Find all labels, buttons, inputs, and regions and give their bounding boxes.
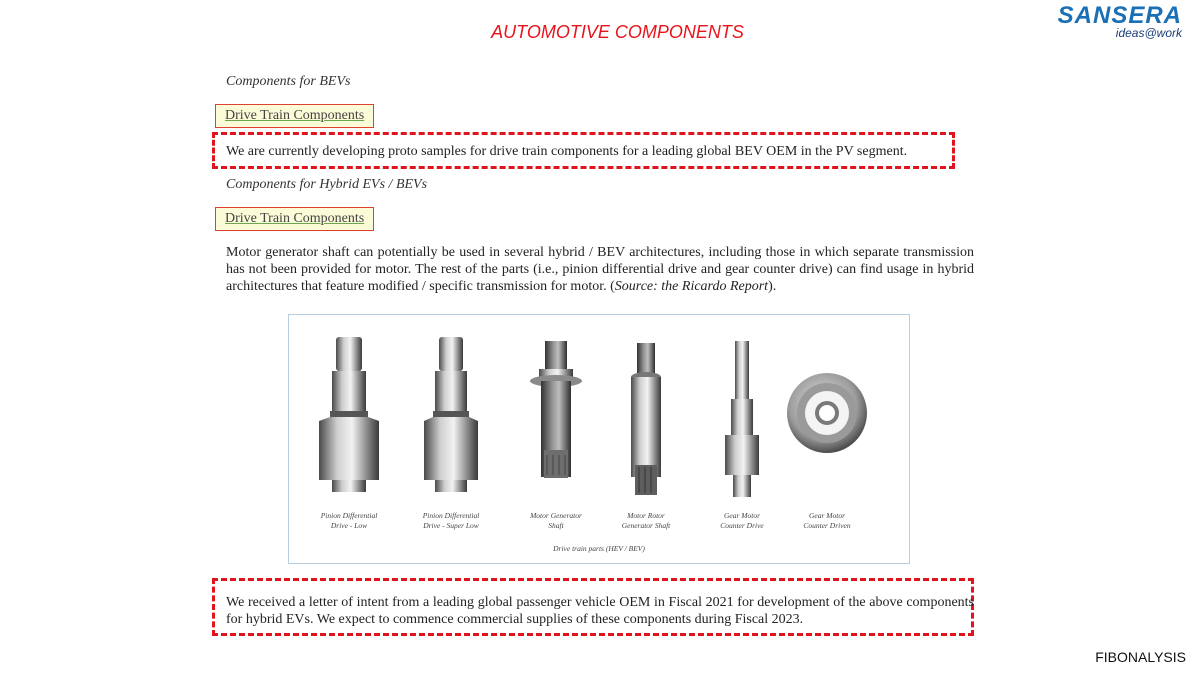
part-caption-2 [406, 511, 496, 531]
part-caption-1 [304, 511, 394, 531]
bev-text: We are currently developing proto samples for drive train components for a leading global BEV OEM in the PV segment. [226, 144, 908, 159]
logo-brand: SANSERA [1057, 2, 1182, 29]
part-caption-6 [782, 511, 872, 531]
gear-counter-drive-part [725, 341, 759, 497]
part-caption-3-line2: Shaft [548, 521, 564, 530]
gear-counter-driven-part [787, 373, 867, 453]
part-caption-2-line2: Drive - Super Low [423, 521, 479, 530]
part-caption-3 [511, 511, 601, 531]
hybrid-text [226, 244, 974, 295]
part-caption-1-line2: Drive - Low [330, 521, 368, 530]
hybrid-drive-train-label [215, 207, 374, 231]
hybrid-heading: Components for Hybrid EVs / BEVs [226, 177, 428, 192]
part-caption-2-line1: Pinion Differential [422, 511, 480, 520]
drive-train-parts-figure [288, 314, 910, 564]
part-caption-4 [601, 511, 691, 531]
hybrid-drive-train-label-text: Drive Train Components [225, 211, 365, 226]
part-caption-4-line1: Motor Rotor [627, 511, 665, 520]
bev-drive-train-label [215, 104, 374, 128]
part-caption-4-line2: Generator Shaft [621, 521, 671, 530]
part-caption-1-line1: Pinion Differential [320, 511, 378, 520]
part-caption-5 [697, 511, 787, 531]
part-caption-5-line2: Counter Drive [720, 521, 764, 530]
logo-tagline: ideas@work [1115, 26, 1182, 40]
bev-drive-train-label-text: Drive Train Components [225, 108, 365, 123]
pinion-super-low-part [424, 337, 478, 492]
loi-text: We received a letter of intent from a leading global passenger vehicle OEM in Fiscal 2021 for development of the above components for hybrid EVs. We expect to commence commercial supplies of these components during Fiscal 2023. [226, 595, 974, 627]
hybrid-text-main: Motor generator shaft can potentially be used in several hybrid / BEV architectures, including those in which separate transmission has not been provided for motor. The rest of the parts (i.e., pinion differential drive and gear counter drive) can find usage in hybrid architectures that feature modified / specific transmission for motor. ( [226, 245, 974, 294]
part-caption-6-line2: Counter Driven [803, 521, 851, 530]
bev-heading: Components for BEVs [226, 74, 351, 89]
part-caption-5-line1: Gear Motor [723, 511, 761, 520]
pinion-low-part [319, 337, 379, 492]
sansera-logo [1058, 4, 1182, 40]
hybrid-text-end: ). [768, 279, 777, 294]
hybrid-text-source: Source: the Ricardo Report [614, 279, 769, 294]
page-title: AUTOMOTIVE COMPONENTS [491, 22, 744, 42]
motor-rotor-shaft-part [631, 343, 661, 495]
motor-generator-shaft-part [530, 341, 582, 478]
part-caption-3-line1: Motor Generator [530, 511, 582, 520]
figure-caption: Drive train parts (HEV / BEV) [553, 544, 645, 553]
footer-label: FIBONALYSIS [1095, 649, 1186, 665]
part-caption-6-line1: Gear Motor [808, 511, 846, 520]
